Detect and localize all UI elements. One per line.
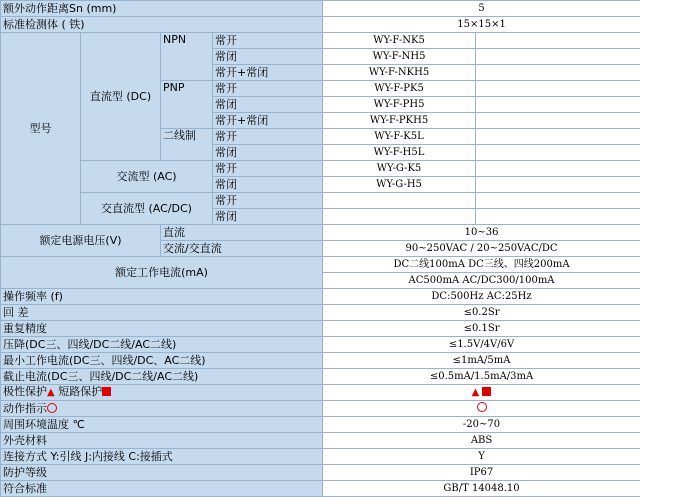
spec-label: 最小工作电流(DC三、四线/DC、AC二线)	[1, 353, 323, 369]
red-ring-icon	[477, 402, 487, 412]
table-row	[1, 193, 641, 209]
dc-type-label: 直流型 (DC)	[81, 33, 161, 161]
pnp-nc-model: WY-F-PH5	[323, 97, 476, 113]
ac-nc-model: WY-G-H5	[323, 177, 476, 193]
spec-value: ABS	[323, 433, 641, 449]
empty-cell	[476, 193, 641, 209]
ac-nc-label: 常闭	[213, 177, 323, 193]
spec-value: GB/T 14048.10	[323, 481, 641, 497]
empty-cell	[476, 177, 641, 193]
voltage-dc-label: 直流	[161, 225, 323, 241]
pnp-both-model: WY-F-PKH5	[323, 113, 476, 129]
voltage-label: 额定电源电压(V)	[1, 225, 161, 257]
spec-value: ≤0.5mA/1.5mA/3mA	[323, 369, 641, 385]
npn-both-model: WY-F-NKH5	[323, 65, 476, 81]
table-row	[1, 1, 641, 17]
current-label: 额定工作电流(mA)	[1, 257, 323, 289]
table-row	[1, 353, 641, 369]
table-row	[1, 449, 641, 465]
red-ring-icon	[47, 403, 57, 413]
pnp-label: PNP	[161, 81, 213, 129]
table-row	[1, 481, 641, 497]
spec-value: ≤0.1Sr	[323, 321, 641, 337]
ac-no-model: WY-G-K5	[323, 161, 476, 177]
standard-object-label: 标准检测体 ( 铁)	[1, 17, 323, 33]
empty-cell	[476, 49, 641, 65]
table-row	[1, 385, 641, 401]
spec-value: IP67	[323, 465, 641, 481]
table-row	[1, 161, 641, 177]
red-triangle-icon: ▲	[47, 387, 55, 398]
empty-cell	[476, 113, 641, 129]
empty-cell	[476, 33, 641, 49]
pnp-nc-label: 常闭	[213, 97, 323, 113]
spec-value: ≤1mA/5mA	[323, 353, 641, 369]
spec-value: Y	[323, 449, 641, 465]
ac-no-label: 常开	[213, 161, 323, 177]
pnp-both-label: 常开+常闭	[213, 113, 323, 129]
empty-cell	[476, 129, 641, 145]
voltage-acdc-label: 交流/交直流	[161, 241, 323, 257]
current-line1: DC二线100mA DC三线、四线200mA	[323, 257, 641, 273]
two-wire-label: 二线制	[161, 129, 213, 161]
table-row	[1, 33, 641, 49]
spec-label: 防护等级	[1, 465, 323, 481]
detect-distance-value: 5	[323, 1, 641, 17]
spec-value: ≤0.2Sr	[323, 305, 641, 321]
spec-label: 周围环境温度 ℃	[1, 417, 323, 433]
table-row	[1, 289, 641, 305]
two-wire-no-model: WY-F-K5L	[323, 129, 476, 145]
table-row	[1, 433, 641, 449]
current-line2: AC500mA AC/DC300/100mA	[323, 273, 641, 289]
npn-nc-label: 常闭	[213, 49, 323, 65]
two-wire-nc-label: 常闭	[213, 145, 323, 161]
table-row	[1, 417, 641, 433]
npn-label: NPN	[161, 33, 213, 81]
protection-label	[1, 385, 323, 401]
acdc-type-label: 交直流型 (AC/DC)	[81, 193, 213, 225]
two-wire-no-label: 常开	[213, 129, 323, 145]
standard-object-value: 15×15×1	[323, 17, 641, 33]
voltage-dc-value: 10~36	[323, 225, 641, 241]
spec-label: 外壳材料	[1, 433, 323, 449]
table-row	[1, 337, 641, 353]
acdc-no-model	[323, 193, 476, 209]
acdc-no-label: 常开	[213, 193, 323, 209]
empty-cell	[476, 97, 641, 113]
empty-cell	[476, 65, 641, 81]
spec-label: 操作频率 (f)	[1, 289, 323, 305]
spec-label: 连接方式 Y:引线 J:内接线 C:接插式	[1, 449, 323, 465]
table-row	[1, 465, 641, 481]
page-margin	[640, 0, 700, 497]
npn-nc-model: WY-F-NH5	[323, 49, 476, 65]
acdc-nc-model	[323, 209, 476, 225]
spec-value: ≤1.5V/4V/6V	[323, 337, 641, 353]
indicator-label	[1, 401, 323, 417]
protection-value	[323, 385, 641, 401]
polarity-protection-label: 极性保护	[3, 385, 47, 398]
red-square-icon	[482, 387, 491, 396]
empty-cell	[476, 161, 641, 177]
indicator-value	[323, 401, 641, 417]
empty-cell	[476, 81, 641, 97]
two-wire-nc-model: WY-F-H5L	[323, 145, 476, 161]
spec-value: DC:500Hz AC:25Hz	[323, 289, 641, 305]
table-row	[1, 401, 641, 417]
pnp-no-label: 常开	[213, 81, 323, 97]
table-row	[1, 321, 641, 337]
table-row	[1, 369, 641, 385]
npn-no-label: 常开	[213, 33, 323, 49]
model-label: 型号	[1, 33, 81, 225]
table-row	[1, 305, 641, 321]
red-square-icon	[102, 387, 111, 396]
voltage-acdc-value: 90~250VAC / 20~250VAC/DC	[323, 241, 641, 257]
table-row	[1, 17, 641, 33]
indicator-label-text: 动作指示	[3, 401, 47, 415]
acdc-nc-label: 常闭	[213, 209, 323, 225]
spec-label: 压降(DC三、四线/DC二线/AC二线)	[1, 337, 323, 353]
npn-no-model: WY-F-NK5	[323, 33, 476, 49]
npn-both-label: 常开+常闭	[213, 65, 323, 81]
ac-type-label: 交流型 (AC)	[81, 161, 213, 193]
spec-label: 回 差	[1, 305, 323, 321]
red-triangle-icon: ▲	[471, 386, 480, 398]
spec-label: 截止电流(DC三、四线/DC二线/AC二线)	[1, 369, 323, 385]
detect-distance-label: 额外动作距离Sn (mm)	[1, 1, 323, 17]
empty-cell	[476, 145, 641, 161]
table-row	[1, 225, 641, 241]
spec-label: 符合标准	[1, 481, 323, 497]
spec-label: 重复精度	[1, 321, 323, 337]
short-protection-label: 短路保护	[58, 385, 103, 398]
pnp-no-model: WY-F-PK5	[323, 81, 476, 97]
spec-value: -20~70	[323, 417, 641, 433]
table-row	[1, 257, 641, 273]
empty-cell	[476, 209, 641, 225]
